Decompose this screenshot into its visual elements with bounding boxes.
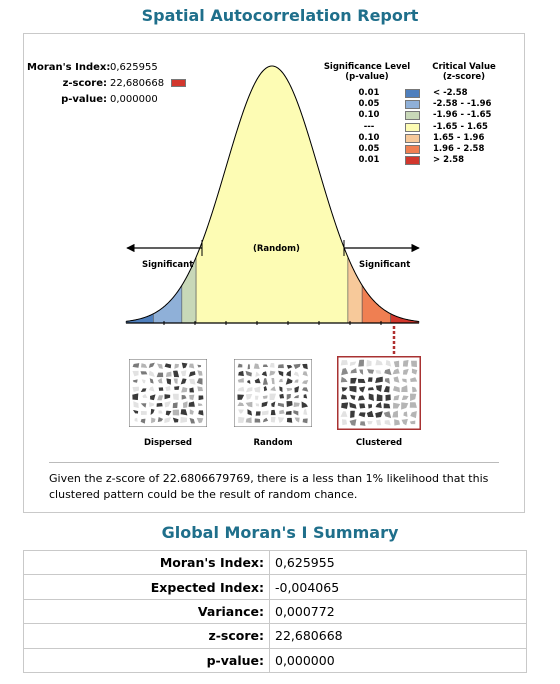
random-pattern-thumbnail xyxy=(234,359,312,427)
summary-value: 0,000000 xyxy=(270,648,527,672)
summary-title: Global Moran's I Summary xyxy=(161,523,399,542)
legend-header-significance: Significance Level (p-value) xyxy=(323,62,411,82)
legend-p-value: 0.01 xyxy=(358,88,380,98)
summary-table xyxy=(23,550,527,673)
curve-band xyxy=(391,314,419,323)
stat-morans-index: Moran's Index:0,625955 xyxy=(27,62,158,73)
legend-header-critical: Critical Value (z-score) xyxy=(432,62,496,82)
label-significant-right: Significant xyxy=(359,260,411,270)
clustered-pattern-thumbnail xyxy=(337,356,421,430)
summary-value: -0,004065 xyxy=(270,575,527,599)
stat-z-score: z-score: 22,680668 xyxy=(27,78,186,89)
label-clustered: Clustered xyxy=(355,438,403,448)
label-random: (Random) xyxy=(253,244,300,254)
legend-p-value: 0.01 xyxy=(358,155,380,166)
summary-label: Moran's Index: xyxy=(24,551,270,575)
legend-z-range: -1.96 - -1.65 xyxy=(433,110,492,121)
summary-label: p-value: xyxy=(24,648,270,672)
summary-label: Expected Index: xyxy=(24,575,270,599)
summary-label: Variance: xyxy=(24,599,270,623)
normal-curve-graphic xyxy=(24,34,524,364)
legend-z-range: -1.65 - 1.65 xyxy=(433,121,488,132)
stat-p-value: p-value: 0,000000 xyxy=(61,94,158,105)
summary-value: 0,625955 xyxy=(270,551,527,575)
curve-band xyxy=(196,66,348,323)
report-panel xyxy=(23,33,525,513)
summary-row xyxy=(24,575,527,599)
legend-p-value: --- xyxy=(363,121,375,132)
label-dispersed: Dispersed xyxy=(144,438,192,448)
label-random-thumb: Random xyxy=(253,438,293,448)
legend-z-range: 1.65 - 1.96 xyxy=(433,132,485,143)
dispersed-pattern-thumbnail xyxy=(129,359,207,427)
legend-z-range: 1.96 - 2.58 xyxy=(433,144,485,154)
summary-value: 0,000772 xyxy=(270,599,527,623)
legend-p-value: 0.10 xyxy=(358,132,380,143)
summary-row xyxy=(24,624,527,648)
summary-row xyxy=(24,648,527,672)
legend-z-range: > 2.58 xyxy=(433,155,465,166)
legend-p-value: 0.10 xyxy=(358,110,380,121)
legend-p-value: 0.05 xyxy=(358,144,380,154)
legend-z-range: < -2.58 xyxy=(433,88,468,98)
label-significant-left: Significant xyxy=(142,260,194,270)
legend-z-range: -2.58 - -1.96 xyxy=(433,99,492,110)
report-title: Spatial Autocorrelation Report xyxy=(141,6,419,25)
summary-value: 22,680668 xyxy=(270,624,527,648)
legend-p-value: 0.05 xyxy=(358,99,380,110)
interpretation-text: Given the z-score of 22.6806679769, there is a less than 1% likelihood that this clustered pattern could be the result of random chance. xyxy=(49,472,489,501)
summary-row xyxy=(24,551,527,575)
summary-row xyxy=(24,599,527,623)
summary-label: z-score: xyxy=(24,624,270,648)
separator xyxy=(49,462,499,463)
